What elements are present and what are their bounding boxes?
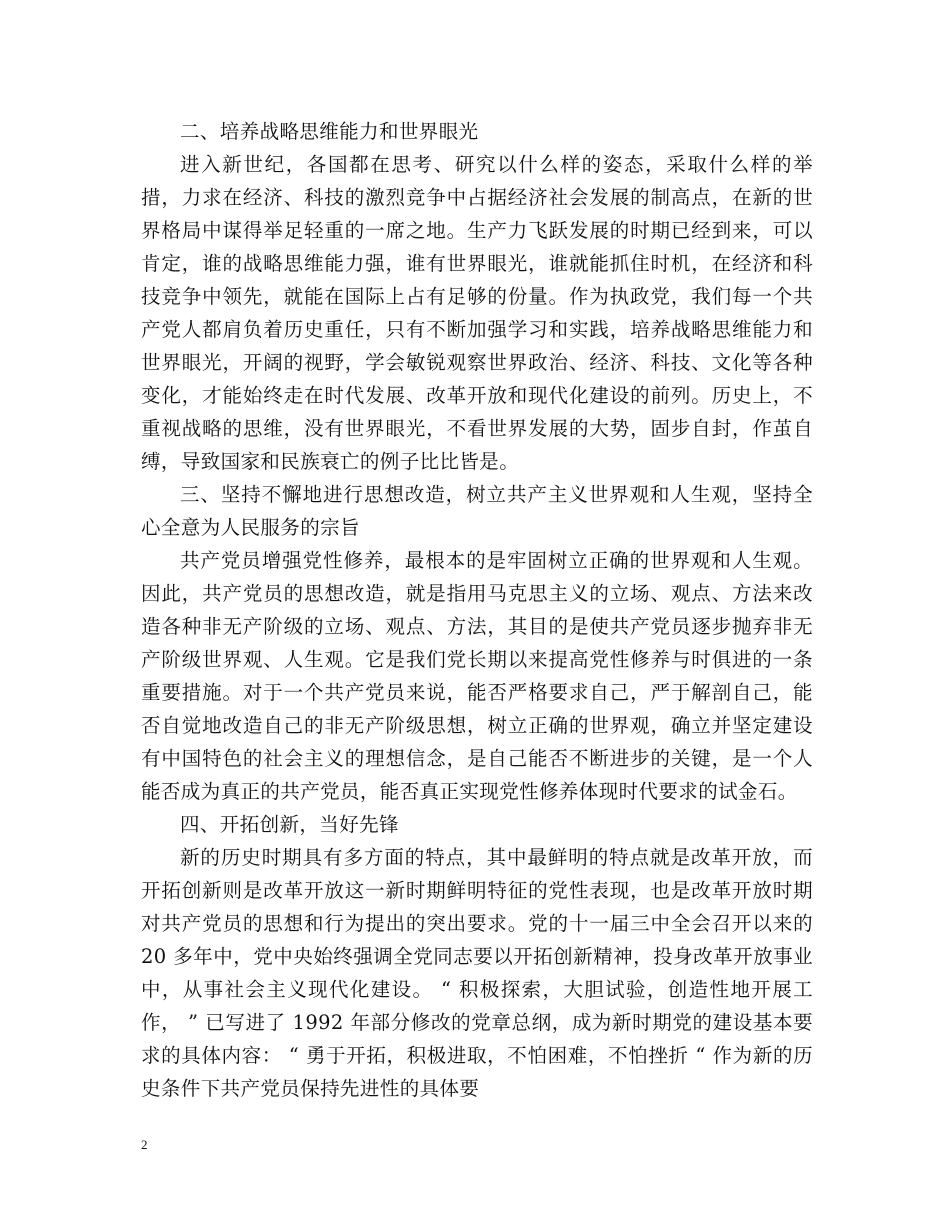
section-heading-4: 四、开拓创新，当好先锋 <box>180 813 399 836</box>
section-heading-3: 三、坚持不懈地进行思想改造，树立共产主义世界观和人生观，坚持全心全意为人民服务的宗旨 <box>141 483 813 539</box>
page-number: 2 <box>141 1137 148 1152</box>
paragraph-innovation: 新的历史时期具有多方面的特点，其中最鲜明的特点就是改革开放，而开拓创新则是改革开放这一新时期鲜明特征的党性表现，也是改革开放时期对共产党员的思想和行为提出的突出要求。党的十一届三中全会召开以来的 20 多年中，党中央始终强调全党同志要以开拓创新精神，投身改革开放事业中，从事社会主义现代化建设。 “ 积极探索，大胆试验，创造性地开展工作， ” 已写进了 1992 年部分修改的党章总纲，成为新时期党的建设基本要求的具体内容： “ 勇于开拓，积极进取，不怕困难，不怕挫折 “ 作为新的历史条件下共产党员保持先进性的具体要 <box>141 846 813 1100</box>
section-heading-2: 二、培养战略思维能力和世界眼光 <box>180 120 479 143</box>
paragraph-ideological-reform: 共产党员增强党性修养，最根本的是牢固树立正确的世界观和人生观。因此，共产党员的思想改造，就是指用马克思主义的立场、观点、方法来改造各种非无产阶级的立场、观点、方法，其目的是使共产党员逐步抛弃非无产阶级世界观、人生观。它是我们党长期以来提高党性修养与时俱进的一条重要措施。对于一个共产党员来说，能否严格要求自己，严于解剖自己，能否自觉地改造自己的非无产阶级思想，树立正确的世界观，确立并坚定建设有中国特色的社会主义的理想信念，是自己能否不断进步的关键，是一个人能否成为真正的共产党员，能否真正实现党性修养体现时代要求的试金石。 <box>141 549 813 803</box>
document-body <box>141 115 813 1105</box>
paragraph-strategic-thinking: 进入新世纪，各国都在思考、研究以什么样的姿态，采取什么样的举措，力求在经济、科技的激烈竞争中占据经济社会发展的制高点，在新的世界格局中谋得举足轻重的一席之地。生产力飞跃发展的时期已经到来，可以肯定，谁的战略思维能力强，谁有世界眼光，谁就能抓住时机，在经济和科技竞争中领先，就能在国际上占有足够的份量。作为执政党，我们每一个共产党人都肩负着历史重任，只有不断加强学习和实践，培养战略思维能力和世界眼光，开阔的视野，学会敏锐观察世界政治、经济、科技、文化等各种变化，才能始终走在时代发展、改革开放和现代化建设的前列。历史上，不重视战略的思维，没有世界眼光，不看世界发展的大势，固步自封，作茧自缚，导致国家和民族衰亡的例子比比皆是。 <box>141 153 813 473</box>
